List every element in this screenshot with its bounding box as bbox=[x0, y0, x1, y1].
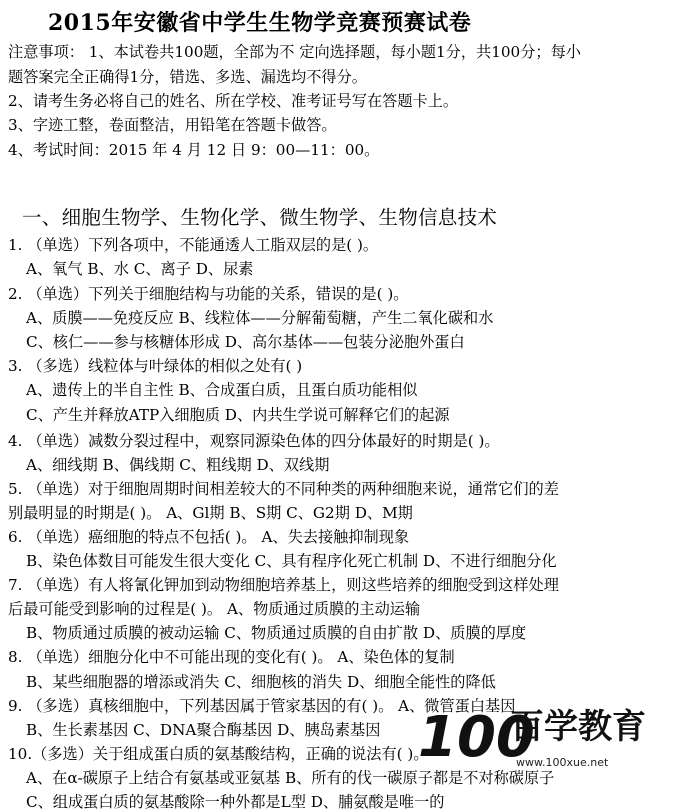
question-options: B、染色体数目可能发生很大变化 C、具有程序化死亡机制 D、不进行细胞分化 bbox=[26, 552, 557, 570]
watermark-brand-text: 百学教育 bbox=[510, 707, 646, 747]
question-stem: 3. （多选）线粒体与叶绿体的相似之处有( ) bbox=[8, 357, 303, 375]
question-options: C、产生并释放ATP入细胞质 D、内共生学说可解释它们的起源 bbox=[26, 406, 450, 424]
question-stem: 4. （单选）减数分裂过程中，观察同源染色体的四分体最好的时期是( )。 bbox=[8, 432, 500, 450]
question-stem: 别最明显的时期是( )。 A、Gl期 B、S期 C、G2期 D、M期 bbox=[8, 504, 413, 522]
question-options: A、在α-碳原子上结合有氨基或亚氨基 B、所有的伐一碳原子都是不对称碳原子 bbox=[26, 769, 555, 787]
question-options: B、某些细胞器的增添或消失 C、细胞核的消失 D、细胞全能性的降低 bbox=[26, 673, 496, 691]
question-stem: 2. （单选）下列关于细胞结构与功能的关系，错误的是( )。 bbox=[8, 285, 409, 303]
question-stem: 10.（多选）关于组成蛋白质的氨基酸结构，正确的说法有( )。 bbox=[8, 745, 429, 763]
question-stem: 8. （单选）细胞分化中不可能出现的变化有( )。 A、染色体的复制 bbox=[8, 648, 455, 666]
question-stem: 5. （单选）对于细胞周期时间相差较大的不同种类的两种细胞来说，通常它们的差 bbox=[8, 480, 559, 498]
question-options: C、组成蛋白质的氨基酸除一种外都是L型 D、脯氨酸是唯一的 bbox=[26, 793, 445, 811]
question-stem: 后最可能受到影响的过程是( )。 A、物质通过质膜的主动运输 bbox=[8, 600, 421, 618]
question-options: A、遗传上的半自主性 B、合成蛋白质，且蛋白质功能相似 bbox=[26, 381, 418, 399]
question-stem: 7. （单选）有人将氰化钾加到动物细胞培养基上，则这些培养的细胞受到这样处理 bbox=[8, 576, 559, 594]
question-options: B、生长素基因 C、DNA聚合酶基因 D、胰岛素基因 bbox=[26, 721, 381, 739]
exam-title: 2015年安徽省中学生生物学竞赛预赛试卷 bbox=[48, 10, 472, 36]
watermark-url: www.100xue.net bbox=[516, 756, 609, 769]
question-options: B、物质通过质膜的被动运输 C、物质通过质膜的自由扩散 D、质膜的厚度 bbox=[26, 624, 527, 642]
question-options: C、核仁——参与核糖体形成 D、高尔基体——包装分泌胞外蛋白 bbox=[26, 333, 465, 351]
question-options: A、质膜——免疫反应 B、线粒体——分解葡萄糖，产生二氧化碳和水 bbox=[26, 309, 494, 327]
question-options: A、氧气 B、水 C、离子 D、尿素 bbox=[26, 260, 254, 278]
watermark-logo bbox=[412, 694, 672, 778]
section-heading: 一、细胞生物学、生物化学、微生物学、生物信息技术 bbox=[22, 206, 498, 229]
notice-line: 3、字迹工整，卷面整洁，用铅笔在答题卡做答。 bbox=[8, 116, 337, 134]
notice-line: 注意事项： 1、本试卷共100题，全部为不 定向选择题，每小题1分，共100分；每小 bbox=[8, 43, 581, 61]
notice-line: 2、请考生务必将自己的姓名、所在学校、准考证号写在答题卡上。 bbox=[8, 92, 459, 110]
question-options: A、细线期 B、偶线期 C、粗线期 D、双线期 bbox=[26, 456, 330, 474]
question-stem: 9. （多选）真核细胞中，下列基因属于管家基因的有( )。 A、微管蛋白基因 bbox=[8, 697, 516, 715]
question-stem: 1. （单选）下列各项中，不能通透人工脂双层的是( )。 bbox=[8, 236, 379, 254]
notice-line: 4、考试时间：2015 年 4 月 12 日 9：00—11：00。 bbox=[8, 141, 380, 159]
question-stem: 6. （单选）癌细胞的特点不包括( )。 A、失去接触抑制现象 bbox=[8, 528, 410, 546]
notice-line: 题答案完全正确得1分，错选、多选、漏选均不得分。 bbox=[8, 68, 367, 86]
watermark-logo-number: 100 bbox=[418, 705, 535, 770]
